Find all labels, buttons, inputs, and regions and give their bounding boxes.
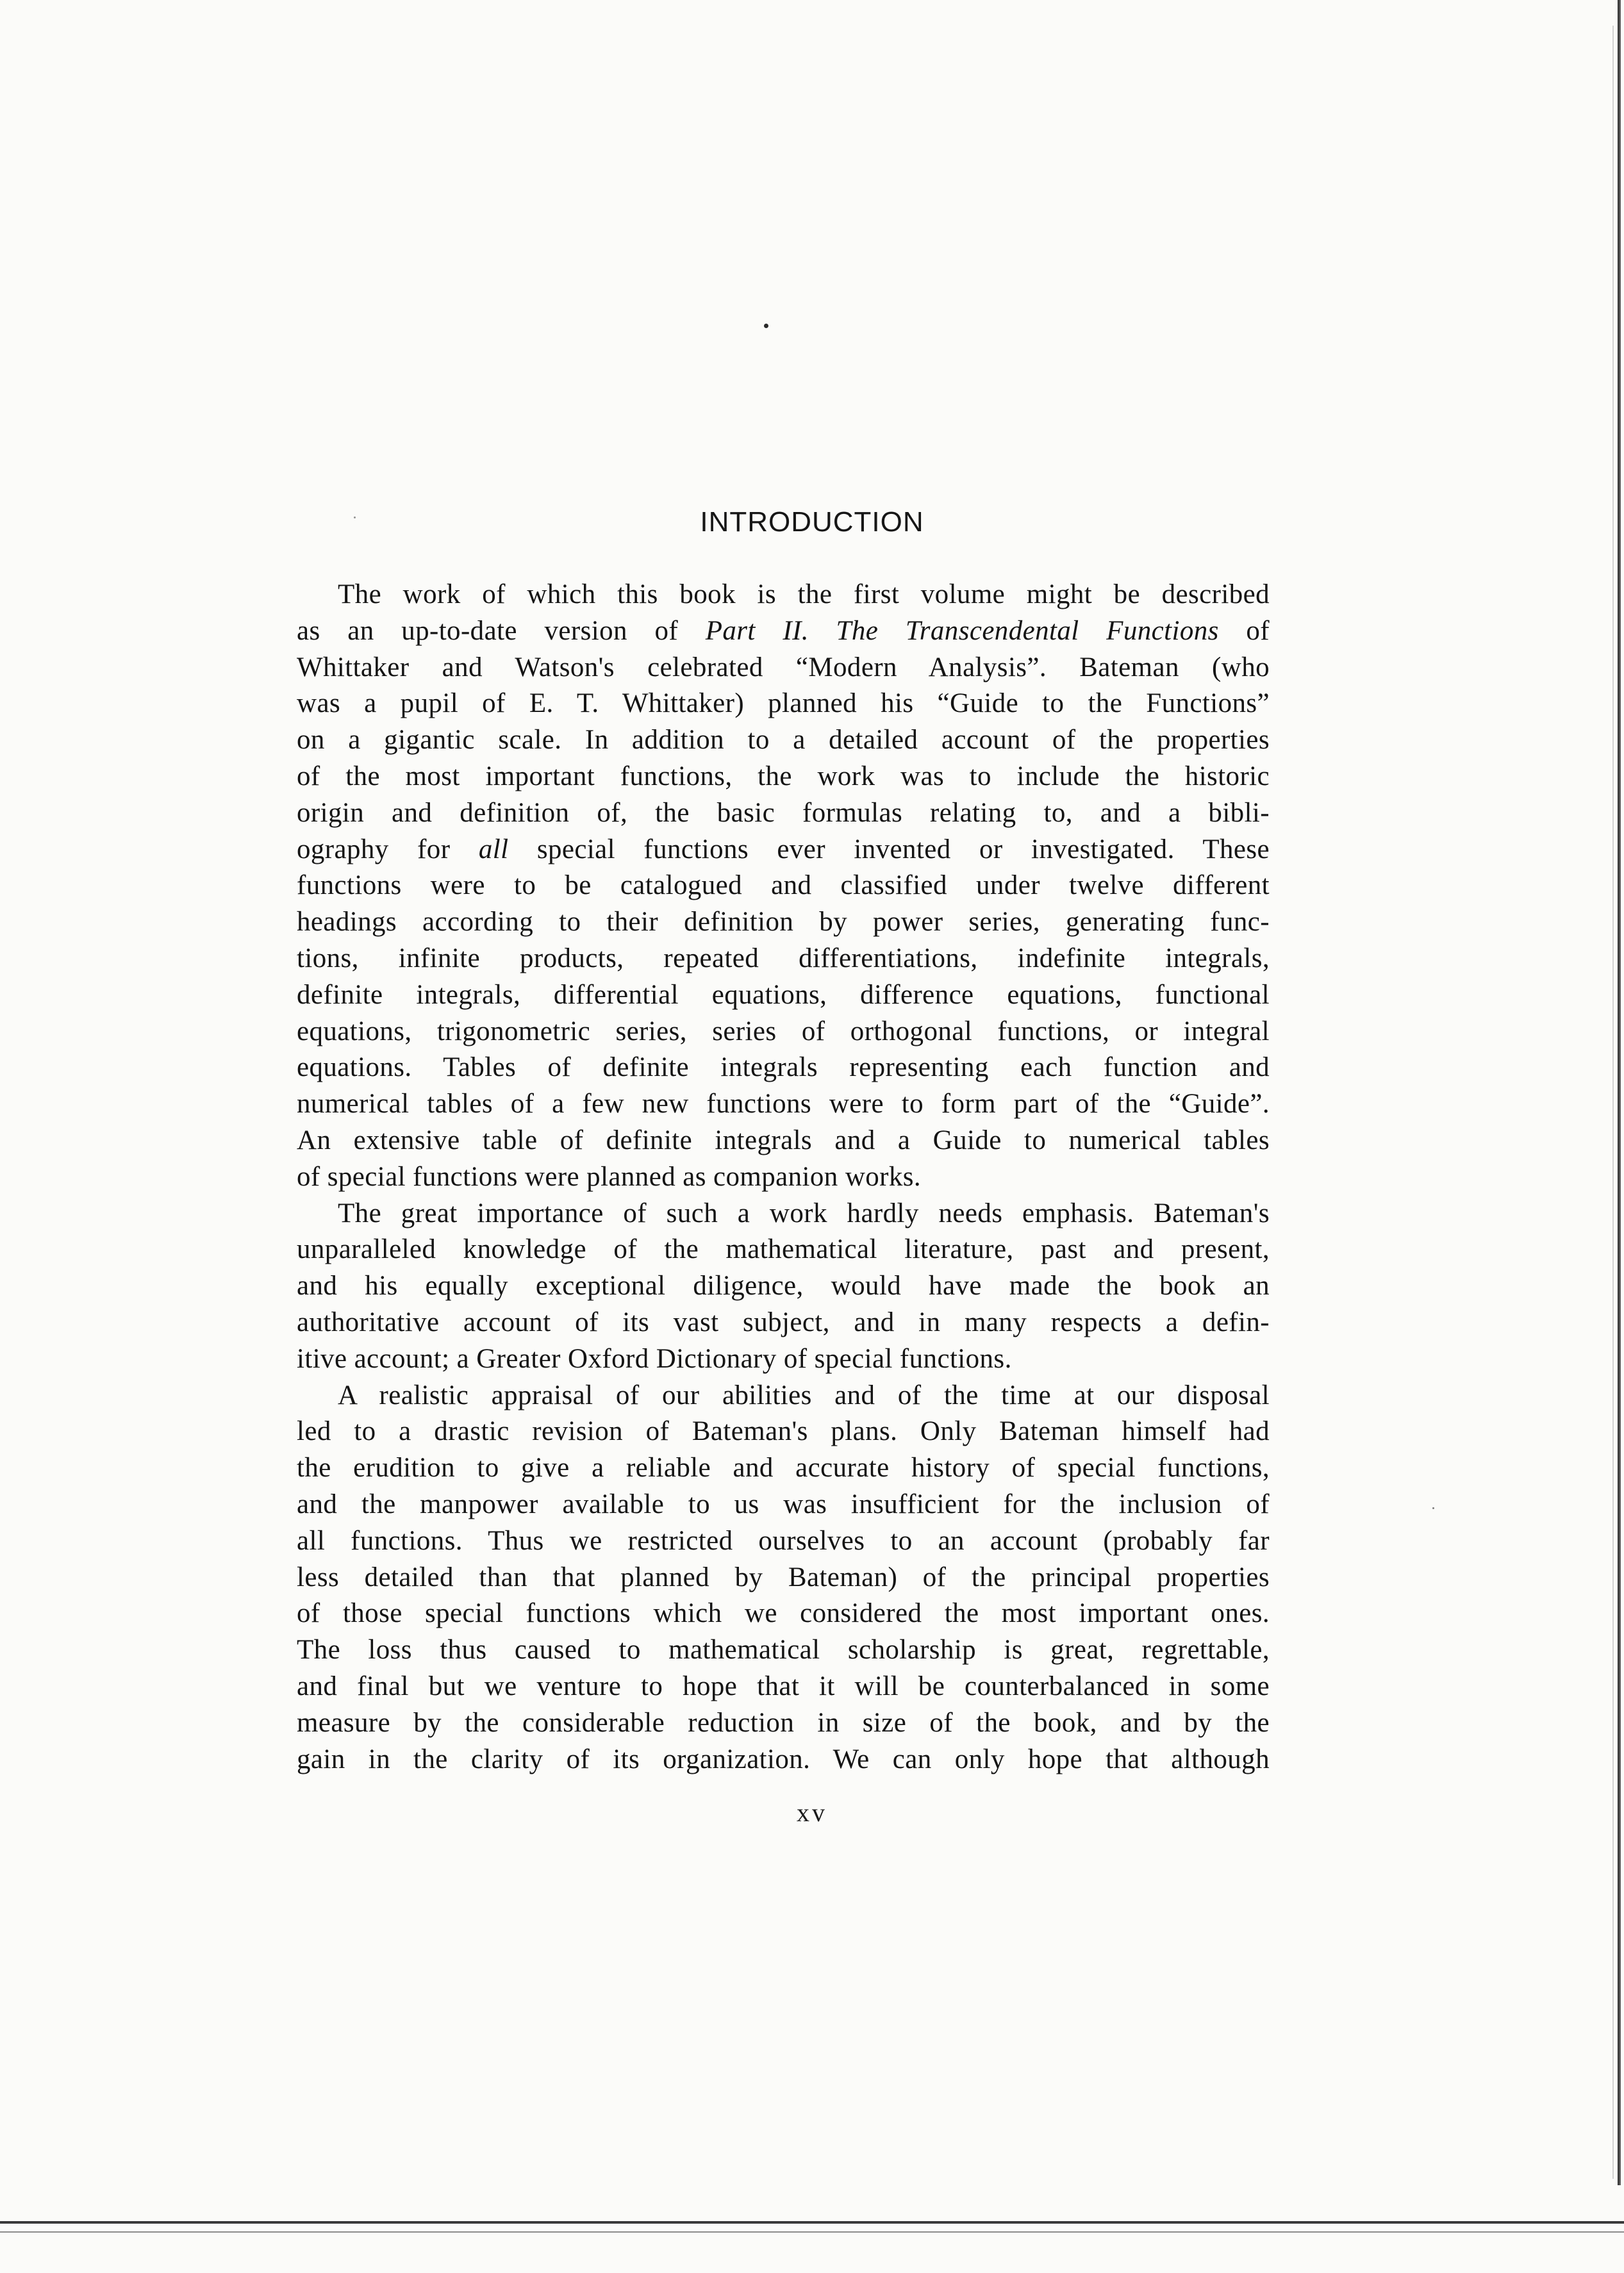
- text-line: [297, 613, 1270, 650]
- body-text: [297, 577, 1270, 1778]
- text-line: led to a drastic revision of Bateman's plans. Only Bateman himself had: [297, 1416, 1270, 1447]
- text-segment: special functions ever invented or investigated. These: [536, 834, 1270, 864]
- text-line: measure by the considerable reduction in size of the book, and by the: [297, 1707, 1270, 1738]
- text-line: tions, infinite products, repeated differentiations, indefinite integrals,: [297, 943, 1270, 973]
- text-line: and the manpower available to us was insufficient for the inclusion of: [297, 1489, 1270, 1519]
- text-line: itive account; a Greater Oxford Dictionary of special functions.: [297, 1343, 1012, 1374]
- text-line: The work of which this book is the first volume might be described: [338, 579, 1270, 609]
- text-line: The loss thus caused to mathematical scholarship is great, regrettable,: [297, 1635, 1270, 1665]
- text-line: the erudition to give a reliable and accurate history of special functions,: [297, 1453, 1270, 1484]
- scan-speck: [1432, 1507, 1434, 1509]
- text-line: less detailed than that planned by Bateman) of the principal properties: [297, 1562, 1270, 1592]
- text-line: An extensive table of definite integrals and a Guide to numerical tables: [297, 1125, 1270, 1155]
- text-line: The great importance of such a work hardly needs emphasis. Bateman's: [338, 1198, 1270, 1228]
- text-line: and his equally exceptional diligence, would have made the book an: [297, 1271, 1270, 1302]
- paragraph-1: [297, 577, 1270, 1196]
- text-line: of the most important functions, the work was to include the historic: [297, 761, 1270, 791]
- scan-bottom-rule: [0, 2221, 1624, 2224]
- text-line: equations. Tables of definite integrals representing each function and: [297, 1052, 1270, 1083]
- text-line: headings according to their definition by power series, generating func-: [297, 907, 1270, 938]
- text-line: numerical tables of a few new functions were to form part of the “Guide”.: [297, 1089, 1270, 1120]
- text-line: and final but we venture to hope that it will be counterbalanced in some: [297, 1671, 1270, 1701]
- text-segment: as an up-to-date version of: [297, 615, 679, 646]
- scan-edge-shadow: [1618, 0, 1621, 2185]
- text-line: authoritative account of its vast subject, and in many respects a defin-: [297, 1307, 1270, 1337]
- page-number: xv: [797, 1798, 827, 1827]
- text-line: of those special functions which we considered the most important ones.: [297, 1598, 1270, 1629]
- text-line: of special functions were planned as companion works.: [297, 1161, 922, 1192]
- text-line: functions were to be catalogued and classified under twelve different: [297, 870, 1270, 901]
- text-line: equations, trigonometric series, series of orthogonal functions, or integral: [297, 1016, 1270, 1046]
- text-line: definite integrals, differential equations, difference equations, functional: [297, 979, 1270, 1010]
- text-line: Whittaker and Watson's celebrated “Modern Analysis”. Bateman (who: [297, 652, 1270, 682]
- italic-title: Part II. The Transcendental Functions: [705, 615, 1219, 646]
- text-line: gain in the clarity of its organization. We can only hope that although: [297, 1744, 1270, 1774]
- text-line: origin and definition of, the basic formulas relating to, and a bibli-: [297, 797, 1270, 828]
- text-line: all functions. Thus we restricted ourselves to an account (probably far: [297, 1525, 1270, 1556]
- scan-bottom-rule-secondary: [0, 2231, 1624, 2233]
- text-line: A realistic appraisal of our abilities and of the time at our disposal: [338, 1380, 1270, 1410]
- text-line: was a pupil of E. T. Whittaker) planned his “Guide to the Functions”: [297, 688, 1270, 719]
- paragraph-2: [297, 1196, 1270, 1378]
- scan-edge-highlight: [1612, 26, 1614, 2179]
- text-line: on a gigantic scale. In addition to a detailed account of the properties: [297, 725, 1270, 756]
- text-segment: ography for: [297, 834, 451, 864]
- scan-speck: [764, 324, 768, 328]
- text-line: unparalleled knowledge of the mathematical literature, past and present,: [297, 1234, 1270, 1265]
- text-segment: of: [1246, 615, 1270, 646]
- text-line: [297, 832, 1270, 868]
- page-title: INTRODUCTION: [700, 506, 924, 538]
- italic-emphasis: all: [478, 834, 509, 864]
- paragraph-3: [297, 1378, 1270, 1778]
